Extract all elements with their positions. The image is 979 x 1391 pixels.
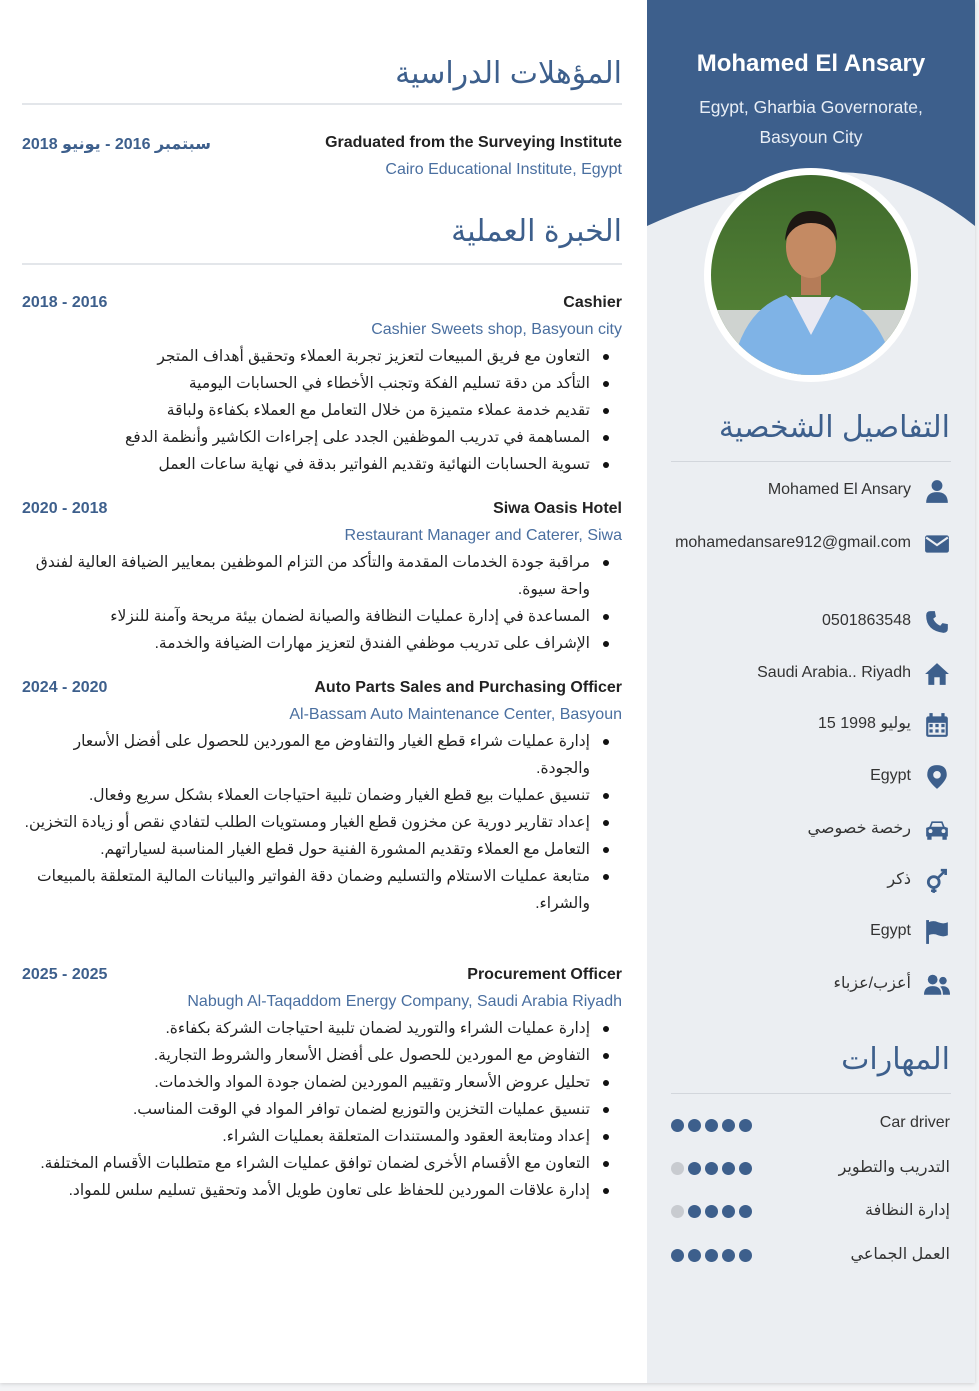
detail-location-value: Saudi Arabia.. Riyadh (757, 664, 911, 681)
rating-dot-filled (739, 1249, 752, 1262)
list-item: التأكد من دقة تسليم الفكة وتجنب الأخطاء في الحسابات اليومية (22, 370, 622, 397)
education-divider (22, 103, 622, 105)
education-institution: Cairo Educational Institute, Egypt (385, 161, 622, 178)
detail-name-value: Mohamed El Ansary (767, 481, 911, 498)
detail-email-value[interactable]: mohamedansare912@gmail.com (675, 534, 911, 551)
rating-dot-filled (688, 1162, 701, 1175)
job-bullets (22, 549, 622, 657)
detail-nationality (647, 750, 975, 802)
list-item: التعاون مع الأقسام الأخرى لضمان توافق عمليات الشراء مع متطلبات الأقسام المختلفة. (22, 1150, 622, 1177)
rating-dot-filled (671, 1119, 684, 1132)
detail-country (647, 905, 975, 957)
detail-marital-status (647, 958, 975, 1010)
job-bullets (22, 1015, 622, 1204)
rating-dot-filled (705, 1119, 718, 1132)
job-date: 2020 - 2018 (22, 500, 108, 517)
profile-photo (704, 168, 918, 382)
users-icon (924, 972, 950, 998)
detail-birthdate (647, 698, 975, 750)
list-item: إعداد تقارير دورية عن مخزون قطع الغيار ومستويات الطلب لتفادي نقص أو زيادة التخزين. (22, 809, 622, 836)
rating-dot-filled (688, 1119, 701, 1132)
skill-row (647, 1240, 975, 1270)
list-item: الإشراف على تدريب موظفي الفندق لتعزيز مهارات الضيافة والخدمة. (22, 630, 622, 657)
rating-dot-filled (688, 1205, 701, 1218)
job-bullets (22, 728, 622, 917)
detail-gender (647, 854, 975, 906)
job-date: 2025 - 2025 (22, 966, 108, 983)
envelope-icon (924, 531, 950, 557)
rating-dot-filled (722, 1162, 735, 1175)
list-item: مراقبة جودة الخدمات المقدمة والتأكد من التزام الموظفين بمعايير الضيافة العالية لفندق واحة سيوة. (22, 549, 622, 603)
education-title: المؤهلات الدراسية (395, 57, 622, 90)
skill-label: Car driver (879, 1114, 950, 1131)
rating-dot-filled (705, 1205, 718, 1218)
detail-phone (647, 595, 975, 647)
job-company: Restaurant Manager and Caterer, Siwa (344, 527, 622, 544)
detail-nationality-value: Egypt (870, 767, 911, 784)
list-item: تقديم خدمة عملاء متميزة من خلال التعامل مع العملاء بكفاءة ولباقة (22, 397, 622, 424)
skill-rating (671, 1205, 752, 1218)
detail-country-value: Egypt (870, 922, 911, 939)
job-company: Al-Bassam Auto Maintenance Center, Basyoun (289, 706, 622, 723)
rating-dot-filled (739, 1162, 752, 1175)
list-item: التعامل مع العملاء وتقديم المشورة الفنية حول قطع الغيار المناسبة لسياراتهم. (22, 836, 622, 863)
experience-title: الخبرة العملية (451, 215, 622, 248)
rating-dot-filled (705, 1249, 718, 1262)
phone-icon (924, 609, 950, 635)
rating-dot-filled (722, 1205, 735, 1218)
list-item: إدارة عمليات الشراء والتوريد لضمان تلبية احتياجات الشركة بكفاءة. (22, 1015, 622, 1042)
job-date: 2024 - 2020 (22, 679, 108, 696)
avatar (711, 175, 911, 375)
skills-divider (671, 1093, 951, 1094)
list-item: متابعة عمليات الاستلام والتسليم وضمان دقة الفواتير والبيانات المالية المتعلقة بالمبيعات والشراء. (22, 863, 622, 917)
list-item: التعاون مع فريق المبيعات لتعزيز تجربة العملاء وتحقيق أهداف المتجر (22, 343, 622, 370)
detail-birthdate-value: 15 يوليو 1998 (818, 715, 911, 732)
education-entry-title: Graduated from the Surveying Institute (325, 134, 622, 151)
job-title: Siwa Oasis Hotel (493, 500, 622, 517)
skills-title: المهارات (841, 1043, 950, 1076)
job-title: Auto Parts Sales and Purchasing Officer (314, 679, 622, 696)
skill-row (647, 1196, 975, 1226)
skill-rating (671, 1119, 752, 1132)
detail-license (647, 803, 975, 855)
rating-dot-filled (671, 1249, 684, 1262)
detail-email (647, 517, 975, 581)
map-pin-icon (924, 764, 950, 790)
calendar-icon (924, 712, 950, 738)
list-item: إعداد ومتابعة العقود والمستندات المتعلقة بعمليات الشراء. (22, 1123, 622, 1150)
skill-row (647, 1153, 975, 1183)
rating-dot-empty (671, 1162, 684, 1175)
skill-rating (671, 1249, 752, 1262)
rating-dot-filled (705, 1162, 718, 1175)
list-item: المساهمة في تدريب الموظفين الجدد على إجراءات الكاشير وأنظمة الدفع (22, 424, 622, 451)
list-item: المساعدة في إدارة عمليات النظافة والصيانة لضمان بيئة مريحة وآمنة للنزلاء (22, 603, 622, 630)
detail-license-value: رخصة خصوصي (807, 820, 911, 837)
job-bullets (22, 343, 622, 478)
job-company: Nabugh Al-Taqaddom Energy Company, Saudi Arabia Riyadh (187, 993, 622, 1010)
detail-location (647, 647, 975, 699)
profile-name: Mohamed El Ansary (696, 50, 926, 77)
experience-divider (22, 263, 622, 265)
user-icon (924, 478, 950, 504)
job-title: Procurement Officer (467, 966, 622, 983)
skill-rating (671, 1162, 752, 1175)
list-item: إدارة علاقات الموردين للحفاظ على تعاون طويل الأمد وتحقيق تسليم سلس للمواد. (22, 1177, 622, 1204)
detail-marital-status-value: أعزب/عزباء (833, 975, 911, 992)
list-item: تسوية الحسابات النهائية وتقديم الفواتير بدقة في نهاية ساعات العمل (22, 451, 622, 478)
rating-dot-filled (739, 1205, 752, 1218)
rating-dot-filled (722, 1249, 735, 1262)
personal-divider (671, 461, 951, 462)
personal-details-title: التفاصيل الشخصية (718, 411, 950, 444)
gender-icon (924, 868, 950, 894)
rating-dot-filled (722, 1119, 735, 1132)
education-entry-date: سبتمبر 2016 - يونيو 2018 (22, 136, 211, 153)
list-item: تنسيق عمليات التخزين والتوزيع لضمان توافر المواد في الوقت المناسب. (22, 1096, 622, 1123)
detail-gender-value: ذكر (887, 871, 911, 888)
list-item: تنسيق عمليات بيع قطع الغيار وضمان تلبية احتياجات العملاء بشكل سريع وفعال. (22, 782, 622, 809)
list-item: تحليل عروض الأسعار وتقييم الموردين لضمان جودة المواد والخدمات. (22, 1069, 622, 1096)
job-company: Cashier Sweets shop, Basyoun city (371, 321, 622, 338)
job-title: Cashier (563, 294, 622, 311)
rating-dot-filled (739, 1119, 752, 1132)
sidebar (647, 0, 975, 1383)
flag-icon (924, 919, 950, 945)
job-date: 2018 - 2016 (22, 294, 108, 311)
rating-dot-filled (688, 1249, 701, 1262)
detail-phone-value[interactable]: 0501863548 (822, 612, 911, 629)
rating-dot-empty (671, 1205, 684, 1218)
skill-label: العمل الجماعي (850, 1246, 950, 1263)
list-item: إدارة عمليات شراء قطع الغيار والتفاوض مع الموردين للحصول على أفضل الأسعار والجودة. (22, 728, 622, 782)
detail-name (647, 464, 975, 516)
skill-label: إدارة النظافة (865, 1202, 950, 1219)
list-item: التفاوض مع الموردين للحصول على أفضل الأسعار والشروط التجارية. (22, 1042, 622, 1069)
skill-row (647, 1110, 975, 1140)
skill-label: التدريب والتطوير (838, 1159, 950, 1176)
home-icon (924, 661, 950, 687)
car-icon (924, 817, 950, 843)
profile-address: Egypt, Gharbia Governorate, Basyoun City (699, 97, 923, 147)
